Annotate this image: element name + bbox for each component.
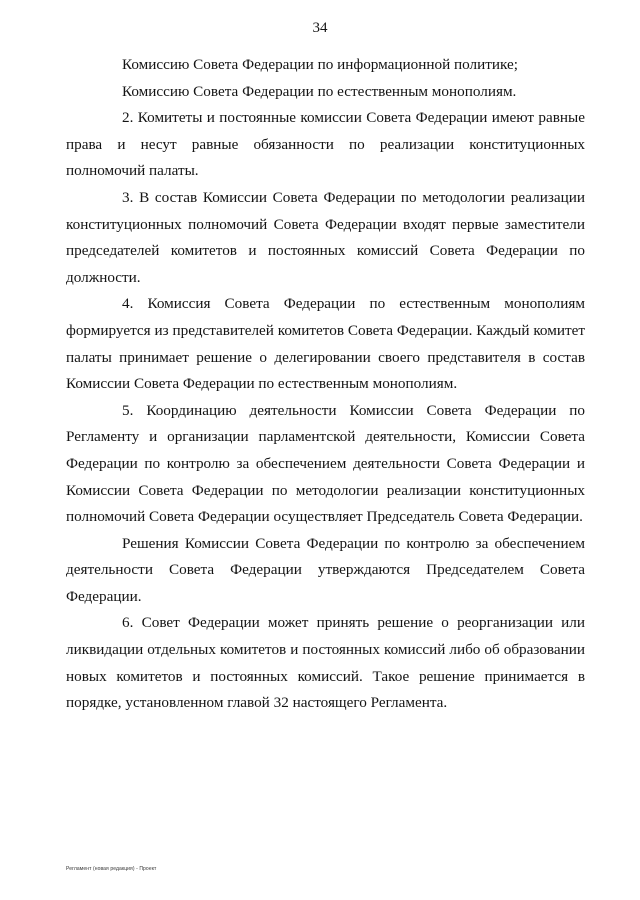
paragraph-item-2: Комиссию Совета Федерации по естественным монополиям. (122, 82, 517, 100)
paragraph-item-5: 4. Комиссия Совета Федерации по естественным монополиям формируется из представителей комитетов Совета Федерации. Каждый комитет палаты принимает решение о делегировании своего представителя в состав Комиссии Совета Федерации по естественным монополиям. (66, 295, 585, 393)
footer-note: Регламент (новая редакция) - Проект (66, 866, 157, 872)
paragraph-item-4: 3. В состав Комиссии Совета Федерации по методологии реализации конституционных полномочий Совета Федерации входят первые заместители председателей комитетов и постоянных комиссий Совета Федерации по должности. (66, 188, 585, 286)
paragraph-item-6: 5. Координацию деятельности Комиссии Совета Федерации по Регламенту и организации парламентской деятельности, Комиссии Совета Федерации по контролю за обеспечением деятельности Совета Федерации и Комиссии Совета Федерации по методологии реализации конституционных полномочий Совета Федерации осуществляет Председатель Совета Федерации. (66, 401, 585, 526)
paragraph-item-8: 6. Совет Федерации может принять решение о реорганизации или ликвидации отдельных комитетов и постоянных комиссий либо об образовании новых комитетов и постоянных комиссий. Такое решение принимается в порядке, установленном главой 32 настоящего Регламента. (66, 614, 585, 712)
document-body (66, 52, 585, 717)
paragraph-item-1: Комиссию Совета Федерации по информационной политике; (122, 56, 518, 73)
page-number: 34 (312, 20, 328, 36)
paragraph-item-7: Решения Комиссии Совета Федерации по контролю за обеспечением деятельности Совета Федерации утверждаются Председателем Совета Федерации. (66, 534, 585, 605)
paragraph-item-3: 2. Комитеты и постоянные комиссии Совета Федерации имеют равные права и несут равные обязанности по реализации конституционных полномочий палаты. (66, 109, 585, 180)
